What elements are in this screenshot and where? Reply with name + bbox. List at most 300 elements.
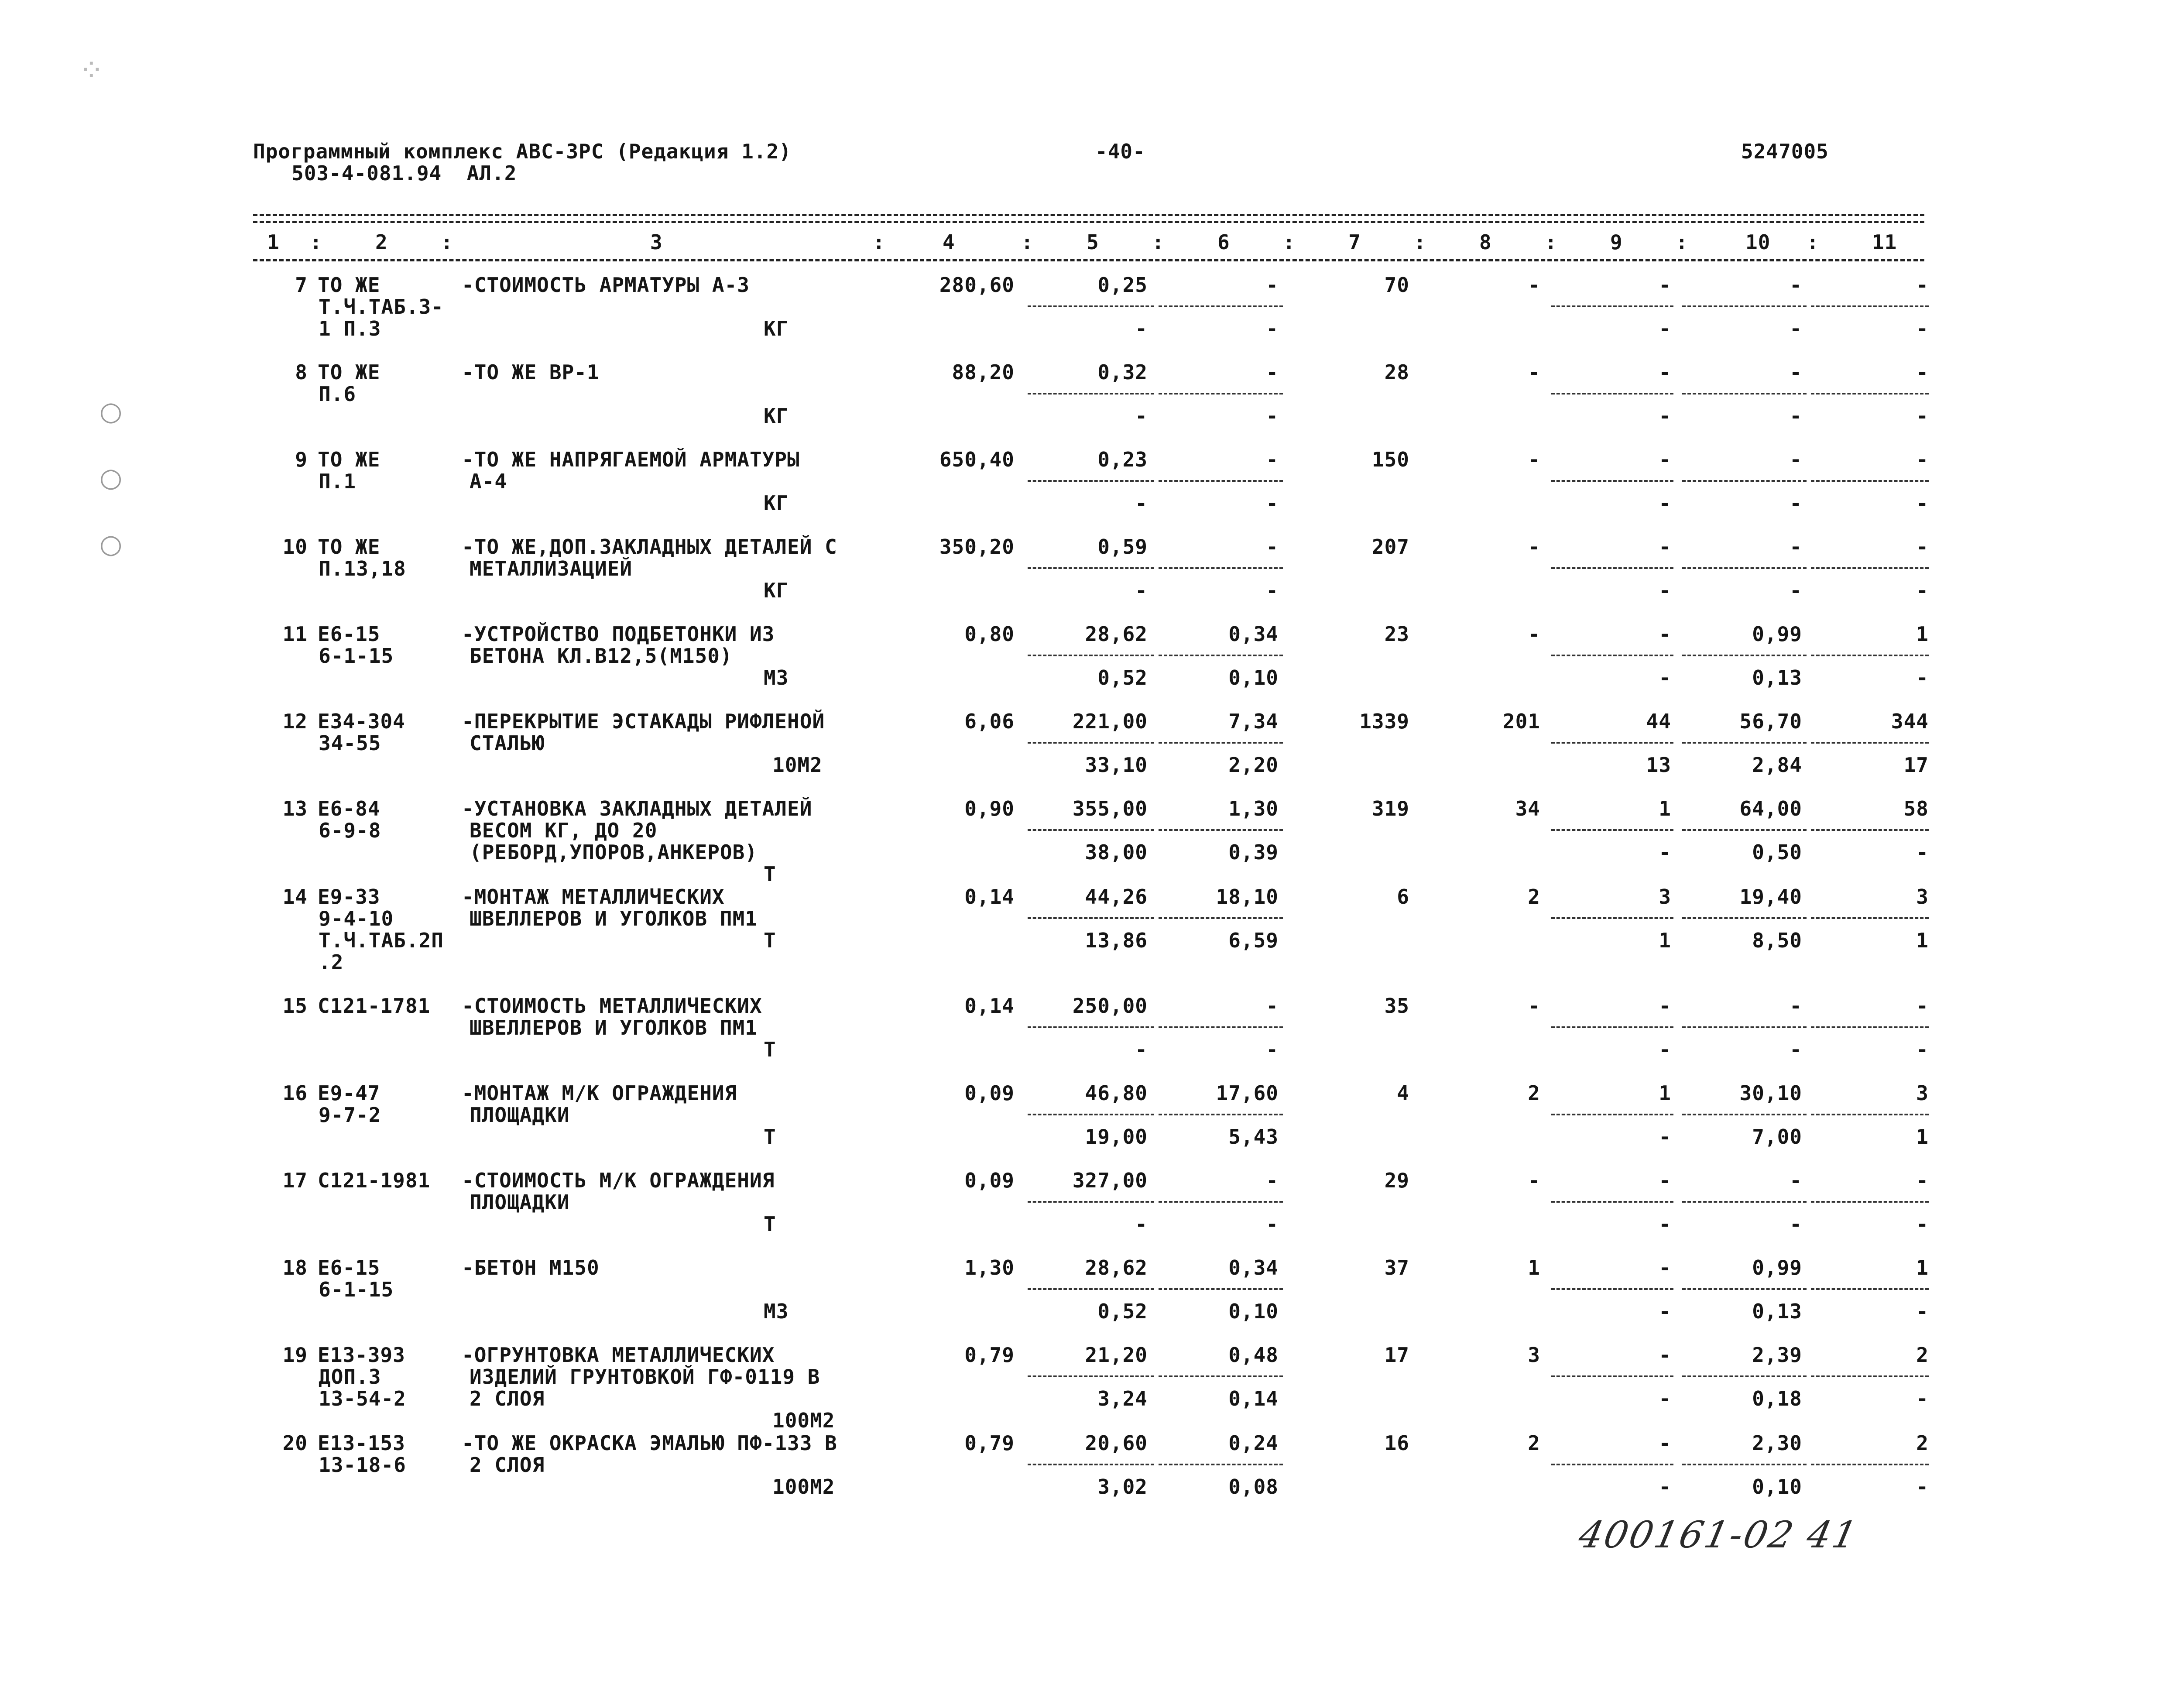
col-11-lower: 1 xyxy=(1916,929,1929,952)
value-divider xyxy=(1028,917,1154,919)
unit-of-measure: КГ xyxy=(764,579,789,602)
work-description: -МОНТАЖ М/К ОГРАЖДЕНИЯ xyxy=(462,1081,737,1105)
value-divider xyxy=(1551,1201,1673,1203)
unit-cost-total: 0,25 xyxy=(1097,273,1148,297)
quantity: 0,79 xyxy=(964,1343,1015,1367)
labor-cost-machines: 5,43 xyxy=(1228,1125,1279,1149)
unit-cost-machines: - xyxy=(1266,1169,1279,1192)
total-cost: 207 xyxy=(1371,535,1409,559)
unit-of-measure: КГ xyxy=(764,317,789,340)
col-11: 3 xyxy=(1916,885,1929,909)
total-cost: 29 xyxy=(1384,1169,1409,1192)
value-divider xyxy=(1811,1288,1929,1290)
scan-speckle: ⁘ xyxy=(79,52,104,88)
value-divider xyxy=(1028,393,1154,394)
unit-cost-total: 20,60 xyxy=(1085,1431,1148,1455)
punch-hole-mark: ○ xyxy=(99,529,123,559)
value-divider xyxy=(1811,655,1929,656)
labor-cost-total: 3,24 xyxy=(1097,1387,1148,1410)
labor-cost-total: - xyxy=(1135,491,1148,515)
value-divider xyxy=(1551,480,1673,482)
work-description: -БЕТОН М150 xyxy=(462,1256,600,1279)
quantity: 0,09 xyxy=(964,1081,1015,1105)
quantity: 650,40 xyxy=(939,448,1015,471)
col-9: - xyxy=(1659,360,1671,384)
col-11-lower: - xyxy=(1916,317,1929,340)
value-divider xyxy=(1551,655,1673,656)
quantity: 1,30 xyxy=(964,1256,1015,1279)
column-header-8: 8 xyxy=(1479,230,1492,254)
unit-cost-total: 221,00 xyxy=(1072,710,1148,733)
column-separator: : xyxy=(1676,230,1688,254)
value-divider xyxy=(1159,1114,1283,1115)
col-10-lower: 8,50 xyxy=(1752,929,1802,952)
work-description: ИЗДЕЛИЙ ГРУНТОВКОЙ ГФ-0119 В xyxy=(470,1365,820,1389)
total-cost: 6 xyxy=(1397,885,1409,909)
value-divider xyxy=(1159,1464,1283,1465)
value-divider xyxy=(1028,1288,1154,1290)
col-9-lower: - xyxy=(1659,1212,1671,1236)
work-description: МЕТАЛЛИЗАЦИЕЙ xyxy=(470,557,633,580)
quantity: 6,06 xyxy=(964,710,1015,733)
quantity: 280,60 xyxy=(939,273,1015,297)
column-header-7: 7 xyxy=(1348,230,1361,254)
col-11: - xyxy=(1916,994,1929,1018)
norm-code: ТО ЖЕ xyxy=(318,535,381,559)
norm-code: 9-4-10 xyxy=(319,907,394,930)
column-separator: : xyxy=(1021,230,1034,254)
labor-cost-total: 3,02 xyxy=(1097,1475,1148,1499)
unit-cost-total: 28,62 xyxy=(1085,622,1148,646)
col-9: 1 xyxy=(1659,1081,1671,1105)
col-10-lower: - xyxy=(1790,491,1802,515)
col-10: 2,30 xyxy=(1752,1431,1802,1455)
value-divider xyxy=(1159,305,1283,307)
norm-code: П.13,18 xyxy=(319,557,406,580)
column-separator: : xyxy=(1414,230,1426,254)
row-number: 19 xyxy=(282,1343,308,1367)
col-11-lower: - xyxy=(1916,1038,1929,1061)
unit-cost-machines: 7,34 xyxy=(1228,710,1279,733)
work-description: (РЕБОРД,УПОРОВ,АНКЕРОВ) xyxy=(470,840,758,864)
col-11: - xyxy=(1916,273,1929,297)
value-divider xyxy=(1682,1026,1807,1028)
col-9: 3 xyxy=(1659,885,1671,909)
col-9: - xyxy=(1659,273,1671,297)
row-number: 15 xyxy=(282,994,308,1018)
work-description: БЕТОНА КЛ.В12,5(М150) xyxy=(470,644,733,668)
quantity: 0,80 xyxy=(964,622,1015,646)
unit-of-measure: М3 xyxy=(764,666,789,689)
value-divider xyxy=(1682,655,1807,656)
value-divider xyxy=(1551,1026,1673,1028)
work-description: 2 СЛОЯ xyxy=(470,1453,545,1477)
norm-code: П.6 xyxy=(319,382,357,406)
col-10: - xyxy=(1790,273,1802,297)
col-10: - xyxy=(1790,1169,1802,1192)
total-machines: 2 xyxy=(1528,885,1540,909)
value-divider xyxy=(1811,829,1929,831)
col-9: 44 xyxy=(1646,710,1671,733)
value-divider xyxy=(1811,393,1929,394)
column-separator: : xyxy=(873,230,885,254)
value-divider xyxy=(1028,1026,1154,1028)
col-10-lower: - xyxy=(1790,317,1802,340)
col-11-lower: - xyxy=(1916,840,1929,864)
column-separator: : xyxy=(1152,230,1165,254)
column-separator: : xyxy=(1283,230,1296,254)
work-description: ПЛОЩАДКИ xyxy=(470,1103,570,1127)
value-divider xyxy=(1682,1288,1807,1290)
value-divider xyxy=(1159,567,1283,569)
col-9-lower: - xyxy=(1659,1475,1671,1499)
unit-of-measure: КГ xyxy=(764,404,789,428)
quantity: 0,90 xyxy=(964,797,1015,820)
work-description: -ОГРУНТОВКА МЕТАЛЛИЧЕСКИХ xyxy=(462,1343,775,1367)
value-divider xyxy=(1028,655,1154,656)
col-11-lower: - xyxy=(1916,1300,1929,1323)
work-description: А-4 xyxy=(470,470,507,493)
unit-cost-machines: 17,60 xyxy=(1216,1081,1279,1105)
table-top-rule xyxy=(253,214,1924,216)
quantity: 0,79 xyxy=(964,1431,1015,1455)
unit-cost-total: 0,59 xyxy=(1097,535,1148,559)
total-machines: 34 xyxy=(1515,797,1540,820)
norm-code: 13-54-2 xyxy=(319,1387,406,1410)
work-description: -ТО ЖЕ ВР-1 xyxy=(462,360,600,384)
value-divider xyxy=(1159,1375,1283,1377)
col-10-lower: - xyxy=(1790,1038,1802,1061)
row-number: 12 xyxy=(282,710,308,733)
column-header-3: 3 xyxy=(650,230,663,254)
labor-cost-total: 33,10 xyxy=(1085,753,1148,777)
total-machines: 2 xyxy=(1528,1431,1540,1455)
col-11: - xyxy=(1916,1169,1929,1192)
labor-cost-total: 0,52 xyxy=(1097,666,1148,689)
labor-cost-machines: - xyxy=(1266,1038,1279,1061)
col-11: - xyxy=(1916,535,1929,559)
unit-cost-total: 21,20 xyxy=(1085,1343,1148,1367)
total-machines: 3 xyxy=(1528,1343,1540,1367)
col-10: - xyxy=(1790,994,1802,1018)
col-9: - xyxy=(1659,1431,1671,1455)
col-10-lower: - xyxy=(1790,579,1802,602)
norm-code: Е34-304 xyxy=(318,710,405,733)
norm-code: ТО ЖЕ xyxy=(318,273,381,297)
value-divider xyxy=(1551,829,1673,831)
col-10-lower: 0,10 xyxy=(1752,1475,1802,1499)
column-header-11: 11 xyxy=(1872,230,1897,254)
value-divider xyxy=(1028,1114,1154,1115)
col-9-lower: - xyxy=(1659,1387,1671,1410)
col-9-lower: - xyxy=(1659,666,1671,689)
unit-cost-total: 46,80 xyxy=(1085,1081,1148,1105)
column-header-2: 2 xyxy=(375,230,388,254)
column-header-1: 1 xyxy=(267,230,280,254)
col-11: 58 xyxy=(1903,797,1929,820)
value-divider xyxy=(1811,305,1929,307)
value-divider xyxy=(1682,305,1807,307)
column-separator: : xyxy=(310,230,322,254)
labor-cost-machines: 2,20 xyxy=(1228,753,1279,777)
col-10-lower: 0,18 xyxy=(1752,1387,1802,1410)
value-divider xyxy=(1682,393,1807,394)
norm-code: П.1 xyxy=(319,470,357,493)
value-divider xyxy=(1682,567,1807,569)
col-9: - xyxy=(1659,448,1671,471)
norm-code: 6-1-15 xyxy=(319,644,394,668)
norm-code: Т.Ч.ТАБ.2П xyxy=(319,929,444,952)
value-divider xyxy=(1028,480,1154,482)
column-header-6: 6 xyxy=(1217,230,1230,254)
col-9-lower: - xyxy=(1659,491,1671,515)
col-11-lower: - xyxy=(1916,666,1929,689)
labor-cost-machines: - xyxy=(1266,1212,1279,1236)
norm-code: Е6-15 xyxy=(318,622,381,646)
total-cost: 17 xyxy=(1384,1343,1409,1367)
work-description: -ТО ЖЕ,ДОП.ЗАКЛАДНЫХ ДЕТАЛЕЙ С xyxy=(462,535,837,559)
col-9-lower: - xyxy=(1659,579,1671,602)
col-9: - xyxy=(1659,1169,1671,1192)
unit-of-measure: Т xyxy=(764,929,776,952)
quantity: 0,14 xyxy=(964,994,1015,1018)
norm-code: 13-18-6 xyxy=(319,1453,406,1477)
col-11: 3 xyxy=(1916,1081,1929,1105)
col-11-lower: 1 xyxy=(1916,1125,1929,1149)
work-description: ШВЕЛЛЕРОВ И УГОЛКОВ ПМ1 xyxy=(470,907,758,930)
value-divider xyxy=(1811,1201,1929,1203)
labor-cost-total: 38,00 xyxy=(1085,840,1148,864)
total-cost: 319 xyxy=(1371,797,1409,820)
col-10: 0,99 xyxy=(1752,1256,1802,1279)
total-cost: 1339 xyxy=(1359,710,1409,733)
unit-cost-total: 327,00 xyxy=(1072,1169,1148,1192)
total-cost: 23 xyxy=(1384,622,1409,646)
row-number: 17 xyxy=(282,1169,308,1192)
column-separator: : xyxy=(441,230,453,254)
col-10: 64,00 xyxy=(1739,797,1802,820)
col-11-lower: - xyxy=(1916,491,1929,515)
total-cost: 150 xyxy=(1371,448,1409,471)
labor-cost-machines: 0,10 xyxy=(1228,1300,1279,1323)
col-10-lower: 2,84 xyxy=(1752,753,1802,777)
unit-cost-total: 0,32 xyxy=(1097,360,1148,384)
col-11-lower: - xyxy=(1916,1387,1929,1410)
total-cost: 70 xyxy=(1384,273,1409,297)
value-divider xyxy=(1551,742,1673,744)
value-divider xyxy=(1811,1114,1929,1115)
col-11: 1 xyxy=(1916,622,1929,646)
row-number: 18 xyxy=(282,1256,308,1279)
unit-cost-machines: - xyxy=(1266,448,1279,471)
col-9-lower: 13 xyxy=(1646,753,1671,777)
value-divider xyxy=(1682,480,1807,482)
norm-code: Е6-84 xyxy=(318,797,381,820)
unit-of-measure: Т xyxy=(764,1212,776,1236)
col-9: - xyxy=(1659,1343,1671,1367)
norm-code: ТО ЖЕ xyxy=(318,360,381,384)
col-11: 344 xyxy=(1891,710,1929,733)
value-divider xyxy=(1551,1375,1673,1377)
unit-cost-machines: 0,24 xyxy=(1228,1431,1279,1455)
value-divider xyxy=(1682,1375,1807,1377)
value-divider xyxy=(1028,1201,1154,1203)
unit-of-measure: 100М2 xyxy=(772,1475,835,1499)
norm-code: ДОП.3 xyxy=(319,1365,381,1389)
col-10: - xyxy=(1790,360,1802,384)
quantity: 350,20 xyxy=(939,535,1015,559)
unit-of-measure: 10М2 xyxy=(772,753,823,777)
col-9: - xyxy=(1659,1256,1671,1279)
norm-code: 6-9-8 xyxy=(319,819,381,842)
column-header-5: 5 xyxy=(1087,230,1099,254)
total-cost: 4 xyxy=(1397,1081,1409,1105)
unit-cost-machines: - xyxy=(1266,994,1279,1018)
value-divider xyxy=(1159,742,1283,744)
value-divider xyxy=(1811,1026,1929,1028)
quantity: 0,09 xyxy=(964,1169,1015,1192)
work-description: -УСТРОЙСТВО ПОДБЕТОНКИ ИЗ xyxy=(462,622,775,646)
unit-of-measure: 100М2 xyxy=(772,1409,835,1432)
work-description: СТАЛЬЮ xyxy=(470,731,545,755)
value-divider xyxy=(1811,480,1929,482)
total-machines: 1 xyxy=(1528,1256,1540,1279)
labor-cost-machines: 0,14 xyxy=(1228,1387,1279,1410)
value-divider xyxy=(1811,917,1929,919)
work-description: ПЛОЩАДКИ xyxy=(470,1190,570,1214)
unit-cost-machines: - xyxy=(1266,360,1279,384)
value-divider xyxy=(1682,1464,1807,1465)
unit-cost-machines: 18,10 xyxy=(1216,885,1279,909)
col-11: - xyxy=(1916,360,1929,384)
document-number: 5247005 xyxy=(1741,140,1829,163)
value-divider xyxy=(1811,1464,1929,1465)
quantity: 0,14 xyxy=(964,885,1015,909)
norm-code: 6-1-15 xyxy=(319,1278,394,1301)
work-description: -ТО ЖЕ НАПРЯГАЕМОЙ АРМАТУРЫ xyxy=(462,448,800,471)
value-divider xyxy=(1159,1026,1283,1028)
col-10: 2,39 xyxy=(1752,1343,1802,1367)
value-divider xyxy=(1028,829,1154,831)
norm-code: Е9-47 xyxy=(318,1081,381,1105)
value-divider xyxy=(1159,393,1283,394)
total-cost: 37 xyxy=(1384,1256,1409,1279)
value-divider xyxy=(1682,742,1807,744)
value-divider xyxy=(1551,1114,1673,1115)
norm-code: Е13-153 xyxy=(318,1431,405,1455)
col-11: 2 xyxy=(1916,1431,1929,1455)
labor-cost-total: 19,00 xyxy=(1085,1125,1148,1149)
total-machines: - xyxy=(1528,994,1540,1018)
column-header-4: 4 xyxy=(943,230,955,254)
total-machines: - xyxy=(1528,622,1540,646)
value-divider xyxy=(1028,1464,1154,1465)
norm-code: 9-7-2 xyxy=(319,1103,381,1127)
unit-cost-machines: 0,48 xyxy=(1228,1343,1279,1367)
total-machines: - xyxy=(1528,360,1540,384)
value-divider xyxy=(1682,1114,1807,1115)
value-divider xyxy=(1682,917,1807,919)
norm-code: ТО ЖЕ xyxy=(318,448,381,471)
norm-code: 1 П.3 xyxy=(319,317,381,340)
col-9-lower: - xyxy=(1659,317,1671,340)
col-10-lower: - xyxy=(1790,1212,1802,1236)
labor-cost-total: - xyxy=(1135,579,1148,602)
value-divider xyxy=(1159,1288,1283,1290)
labor-cost-machines: 0,08 xyxy=(1228,1475,1279,1499)
table-top-rule-2 xyxy=(253,221,1924,223)
labor-cost-machines: - xyxy=(1266,579,1279,602)
labor-cost-machines: 6,59 xyxy=(1228,929,1279,952)
work-description: -ПЕРЕКРЫТИЕ ЭСТАКАДЫ РИФЛЕНОЙ xyxy=(462,710,825,733)
col-11-lower: 17 xyxy=(1903,753,1929,777)
col-10-lower: 0,13 xyxy=(1752,1300,1802,1323)
unit-cost-total: 0,23 xyxy=(1097,448,1148,471)
unit-cost-total: 44,26 xyxy=(1085,885,1148,909)
col-9-lower: 1 xyxy=(1659,929,1671,952)
row-number: 20 xyxy=(282,1431,308,1455)
norm-code: С121-1981 xyxy=(318,1169,431,1192)
work-description: -МОНТАЖ МЕТАЛЛИЧЕСКИХ xyxy=(462,885,725,909)
col-9-lower: - xyxy=(1659,1125,1671,1149)
labor-cost-total: - xyxy=(1135,317,1148,340)
col-9-lower: - xyxy=(1659,1300,1671,1323)
value-divider xyxy=(1551,1464,1673,1465)
col-10-lower: 7,00 xyxy=(1752,1125,1802,1149)
total-machines: - xyxy=(1528,448,1540,471)
quantity: 88,20 xyxy=(952,360,1015,384)
col-9: 1 xyxy=(1659,797,1671,820)
col-11-lower: - xyxy=(1916,579,1929,602)
value-divider xyxy=(1159,917,1283,919)
value-divider xyxy=(1028,567,1154,569)
project-code: 503-4-081.94 АЛ.2 xyxy=(291,161,517,185)
value-divider xyxy=(1551,1288,1673,1290)
unit-of-measure: Т xyxy=(764,1038,776,1061)
labor-cost-total: - xyxy=(1135,404,1148,428)
col-10-lower: 0,50 xyxy=(1752,840,1802,864)
unit-of-measure: Т xyxy=(764,1125,776,1149)
handwritten-note: 400161-02 41 xyxy=(1575,1513,1862,1556)
column-separator: : xyxy=(1807,230,1819,254)
row-number: 13 xyxy=(282,797,308,820)
value-divider xyxy=(1028,305,1154,307)
unit-of-measure: М3 xyxy=(764,1300,789,1323)
norm-code: 34-55 xyxy=(319,731,381,755)
col-10: 19,40 xyxy=(1739,885,1802,909)
unit-cost-machines: - xyxy=(1266,273,1279,297)
column-separator: : xyxy=(1545,230,1557,254)
col-11-lower: - xyxy=(1916,1475,1929,1499)
total-machines: - xyxy=(1528,535,1540,559)
value-divider xyxy=(1682,829,1807,831)
work-description: -СТОИМОСТЬ АРМАТУРЫ А-3 xyxy=(462,273,750,297)
col-10: 30,10 xyxy=(1739,1081,1802,1105)
unit-cost-total: 355,00 xyxy=(1072,797,1148,820)
col-9-lower: - xyxy=(1659,1038,1671,1061)
col-10: 56,70 xyxy=(1739,710,1802,733)
labor-cost-machines: - xyxy=(1266,404,1279,428)
unit-cost-machines: 0,34 xyxy=(1228,1256,1279,1279)
total-machines: - xyxy=(1528,1169,1540,1192)
norm-code: Е9-33 xyxy=(318,885,381,909)
value-divider xyxy=(1028,1375,1154,1377)
labor-cost-total: - xyxy=(1135,1038,1148,1061)
row-number: 16 xyxy=(282,1081,308,1105)
value-divider xyxy=(1551,567,1673,569)
col-10-lower: 0,13 xyxy=(1752,666,1802,689)
col-9: - xyxy=(1659,535,1671,559)
